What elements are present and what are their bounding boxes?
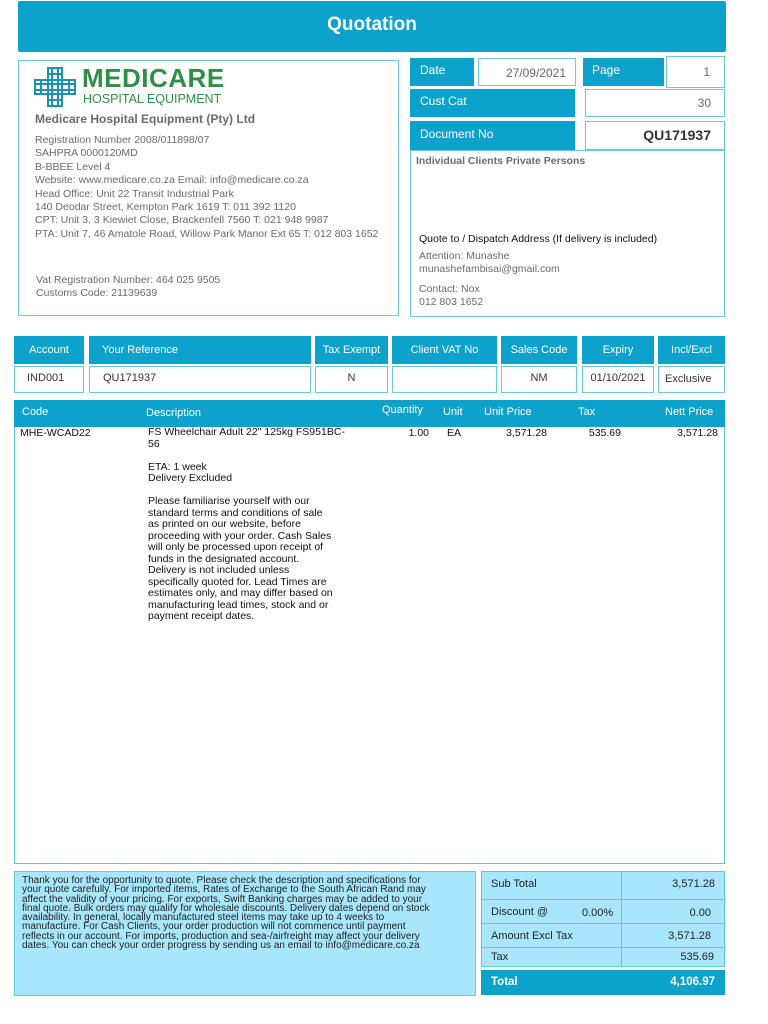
company-line: 140 Deodar Street, Kempton Park 1619 T: 011 392 1120 (35, 201, 296, 214)
client-attention (419, 250, 560, 277)
client-heading: Individual Clients Private Persons (416, 155, 586, 167)
description-line: will only be processed upon receipt of (148, 541, 324, 553)
company-line: B-BBEE Level 4 (35, 160, 111, 173)
custcat-label-text: Cust Cat (420, 94, 467, 108)
attention-text: Attention: Munashe (419, 250, 510, 262)
total-value: 4,106.97 (670, 976, 715, 988)
client-box (410, 150, 725, 317)
page-label (583, 58, 664, 86)
medicare-logo-icon (34, 67, 76, 107)
col-unit-price: Unit Price (484, 406, 532, 418)
description-line: FS Wheelchair Adult 22" 125kg FS951BC- (148, 426, 345, 438)
logo-name: MEDICARE (82, 63, 225, 93)
expiry-value: 01/10/2021 (582, 366, 654, 393)
col-tax: Tax (578, 406, 596, 418)
amount-excl-label: Amount Excl Tax (491, 930, 573, 942)
item-unit: EA (447, 427, 462, 439)
company-box (18, 60, 399, 316)
client-vat-value (392, 366, 497, 393)
custcat-label (410, 89, 575, 117)
totals-box (481, 871, 725, 967)
custcat-value-text: 30 (697, 96, 711, 110)
page-value-text: 1 (703, 65, 710, 79)
item-nett-price: 3,571.28 (677, 427, 718, 439)
logo-subtitle: HOSPITAL EQUIPMENT (83, 92, 222, 106)
docno-label (410, 121, 575, 150)
col-description: Description (146, 407, 202, 419)
footer-line: your quote carefully. For imported items, Rates of Exchange to the South African Rand may (22, 884, 426, 896)
date-label-text: Date (420, 63, 446, 77)
company-line: CPT: Unit 3, 3 Kiewiet Close, Brackenfell 7560 T: 021 948 9987 (35, 214, 329, 227)
description-line: proceeding with your order. Cash Sales (148, 529, 332, 542)
contact-phone: 012 803 1652 (419, 296, 484, 309)
title-bar (18, 1, 726, 52)
account-value: IND001 (14, 366, 84, 393)
description-line: estimates only, and may differ based on (148, 587, 333, 599)
incl-excl-header: Incl/Excl (658, 336, 725, 364)
item-quantity: 1.00 (408, 427, 429, 439)
footer-line: availability. In general, locally manufactured steel items may take up to 4 weeks to (22, 912, 385, 924)
total-label: Total (491, 976, 518, 988)
col-nett-price: Nett Price (665, 406, 714, 418)
client-email: munashefambisai@gmail.com (419, 263, 560, 276)
footer-note (14, 871, 476, 996)
subtotal-value: 3,571.28 (672, 878, 715, 890)
sales-code-header: Sales Code (501, 336, 577, 364)
footer-line: manufacture. For Cash Clients, your order production will not commence until payment (22, 921, 406, 933)
col-unit: Unit (443, 406, 463, 418)
footer-line: final quote. Bulk orders may qualify for wholesale discounts. Delivery dates depend on stock (22, 902, 430, 914)
item-tax: 535.69 (588, 427, 621, 439)
page-value (666, 56, 725, 88)
footer-line: affect the validity of your pricing. For exports, Swift Banking charges may be added to your (22, 893, 423, 905)
description-line: 56 (148, 437, 160, 450)
description-line: Delivery is not included unless (148, 564, 290, 576)
footer-line: reflects in our account. For imports, production and sea-/airfreight may affect your delivery (22, 930, 420, 942)
company-tax-info (36, 274, 220, 301)
discount-label: Discount @ (491, 906, 549, 918)
docno-value-text: QU171937 (643, 127, 711, 143)
table-row (15, 427, 724, 627)
custcat-value (585, 89, 725, 117)
customs-code: Customs Code: 21139639 (36, 287, 158, 300)
incl-excl-value: Exclusive (658, 366, 725, 393)
discount-value: 0.00 (689, 907, 711, 919)
footer-line: Thank you for the opportunity to quote. Please check the description and specifications for (22, 875, 421, 886)
company-details (35, 134, 400, 241)
company-line: Registration Number 2008/011898/07 (35, 134, 210, 146)
dispatch-label: Quote to / Dispatch Address (If delivery is included) (419, 233, 658, 245)
reference-value: QU171937 (89, 366, 311, 393)
date-value-text: 27/09/2021 (505, 66, 566, 80)
date-label (410, 58, 474, 86)
tax-exempt-header: Tax Exempt (315, 336, 388, 364)
company-line: PTA: Unit 7, 46 Amatole Road, Willow Park Manor Ext 65 T: 012 803 1652 (35, 227, 379, 240)
discount-percent: 0.00% (582, 907, 614, 919)
description-line: Delivery Excluded (148, 472, 233, 484)
contact-text: Contact: Nox (419, 283, 480, 295)
items-body (14, 427, 725, 864)
description-line: funds in the designated account. (148, 552, 300, 565)
vat-number: Vat Registration Number: 464 025 9505 (36, 274, 221, 286)
subtotal-label: Sub Total (491, 878, 537, 890)
client-contact (419, 283, 483, 310)
description-line: ETA: 1 week (148, 460, 207, 473)
description-line: payment receipt dates. (148, 610, 255, 622)
amount-excl-value: 3,571.28 (668, 930, 711, 942)
company-line: SAHPRA 0000120MD (35, 147, 138, 160)
tax-label: Tax (491, 951, 509, 963)
col-code: Code (22, 406, 49, 418)
col-quantity: Quantity (382, 404, 423, 416)
item-code: MHE-WCAD22 (20, 427, 91, 439)
reference-header: Your Reference (89, 336, 311, 364)
items-header (14, 400, 725, 427)
description-line: specifically quoted for. Lead Times are (148, 575, 327, 588)
item-unit-price: 3,571.28 (506, 427, 547, 439)
page-label-text: Page (592, 63, 621, 77)
account-header: Account (14, 336, 84, 364)
footer-line: dates. You can check your order progress by sending us an email to info@medicare.co.za (22, 940, 420, 952)
docno-label-text: Document No (420, 127, 494, 141)
company-line: Head Office: Unit 22 Transit Industrial Park (35, 187, 234, 200)
description-line: standard terms and conditions of sale (148, 506, 323, 519)
item-description (148, 427, 363, 623)
company-name: Medicare Hospital Equipment (Pty) Ltd (35, 112, 256, 126)
page-title: Quotation (327, 14, 417, 35)
tax-value: 535.69 (680, 951, 714, 963)
sales-code-value: NM (501, 366, 577, 393)
description-line: as printed on our website, before (148, 518, 301, 530)
expiry-header: Expiry (582, 336, 654, 364)
client-vat-header: Client VAT No (392, 336, 497, 364)
description-line: manufacturing lead times, stock and or (148, 598, 329, 611)
company-line: Website: www.medicare.co.za Email: info@medicare.co.za (35, 174, 309, 187)
tax-exempt-value: N (315, 366, 388, 393)
docno-value (585, 121, 725, 150)
date-value (478, 58, 576, 86)
description-line: Please familiarise yourself with our (148, 495, 310, 507)
total-row (481, 970, 725, 995)
